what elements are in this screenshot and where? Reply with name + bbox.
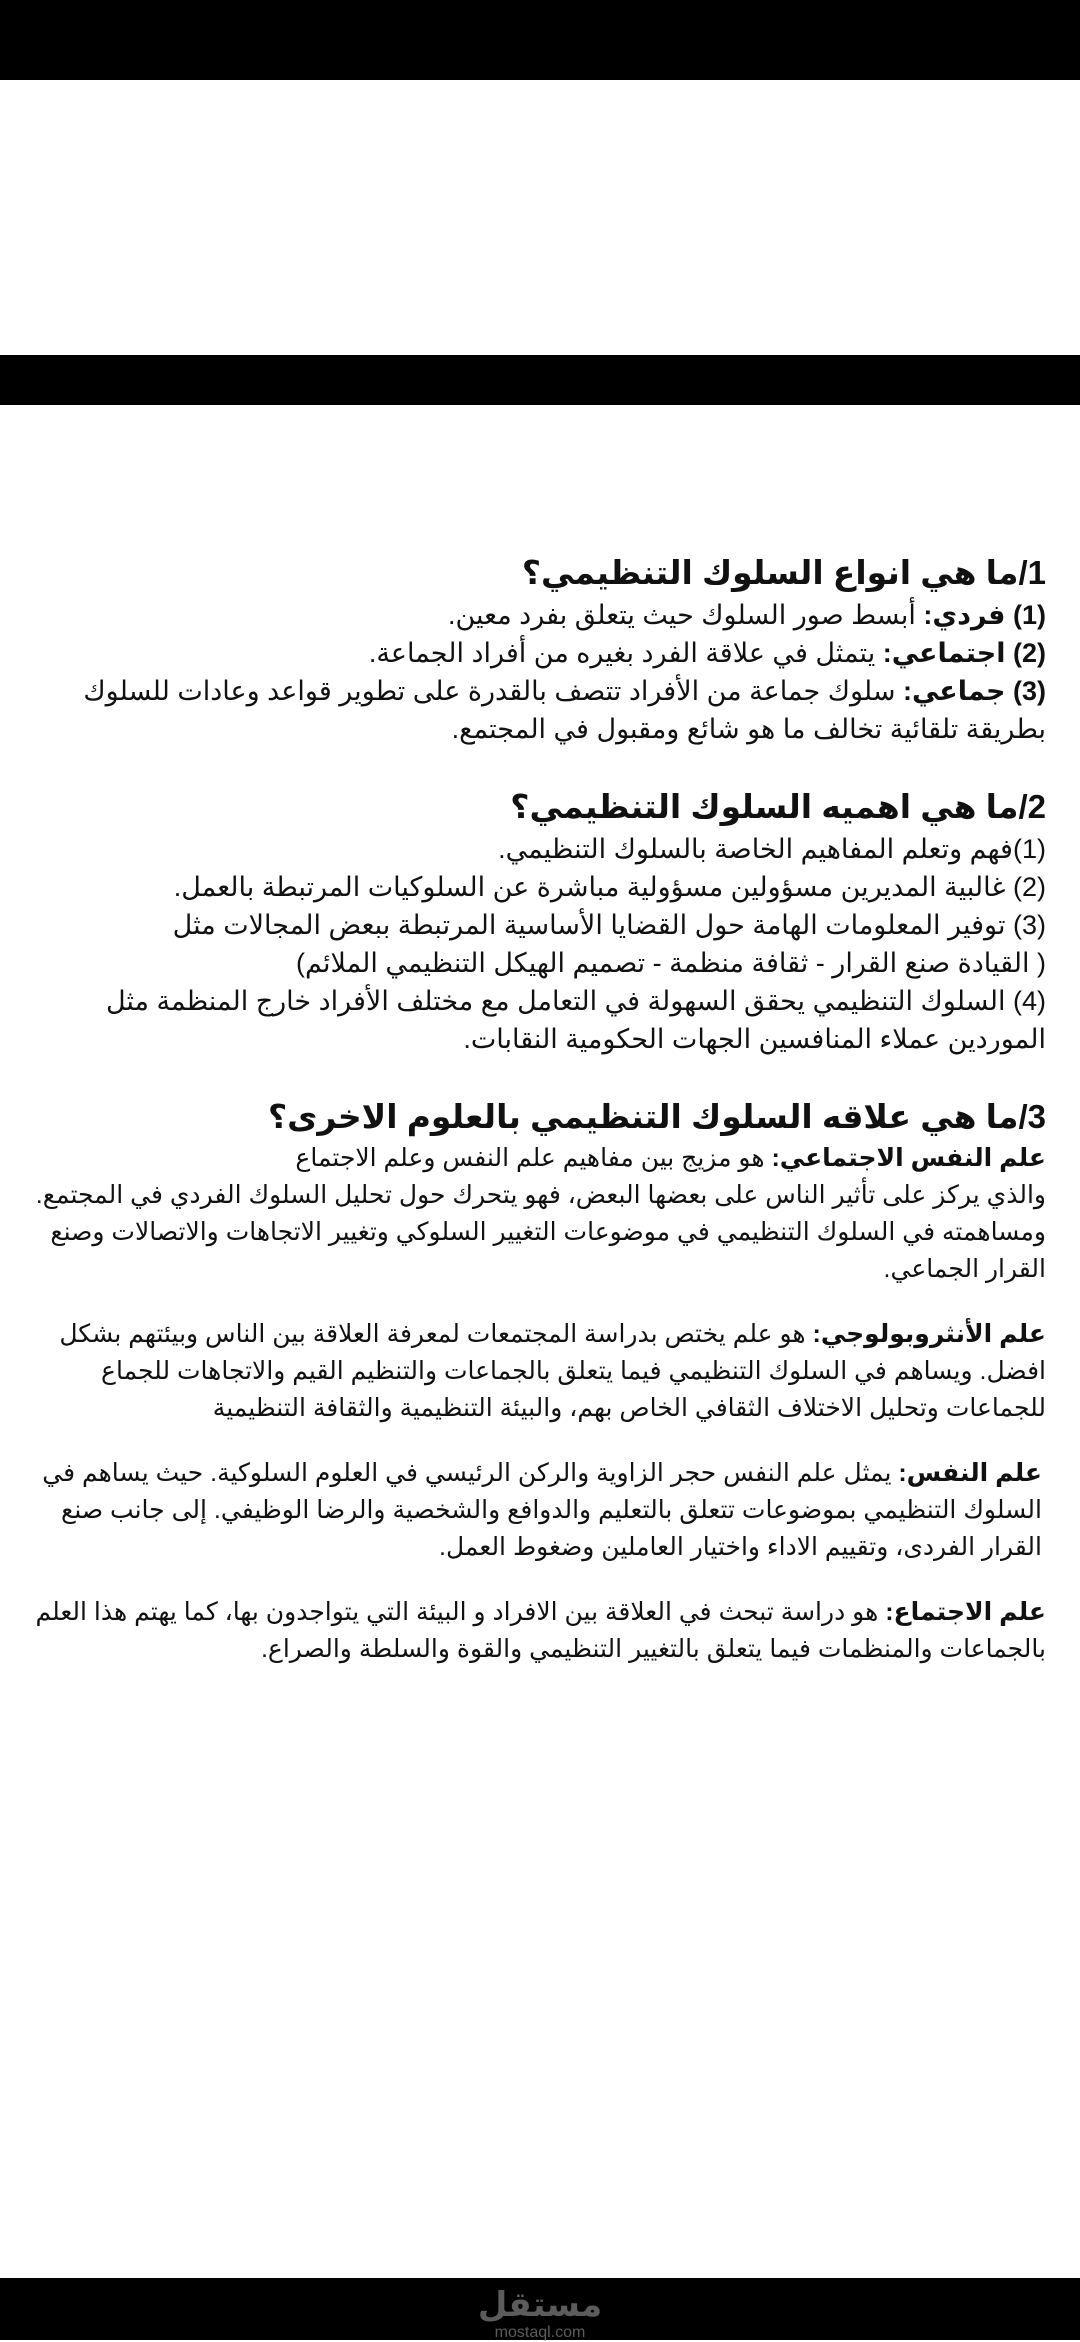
item-1-number: (1) <box>1012 600 1046 630</box>
top-black-band <box>0 0 1080 80</box>
section-relations <box>34 1094 1046 1668</box>
anthropology-text: هو علم يختص بدراسة المجتمعات لمعرفة العلاقة بين الناس وبيئتهم بشكل افضل. ويساهم في السلوك التنظيمي فيما يتعلق بالجماعات والتنظيم القيم والاتجاهات للجماع للجماعات وتحليل الاختلاف الثقافي الخاص بهم، والبيئة التنظيمية والثقافة التنظيمية <box>59 1320 1046 1422</box>
social-psychology-line1: هو مزيج بين مفاهيم علم النفس وعلم الاجتماع <box>295 1144 772 1172</box>
importance-item-3: (3) توفير المعلومات الهامة حول القضايا الأساسية المرتبطة ببعض المجالات مثل <box>172 910 1046 940</box>
item-1-text: أبسط صور السلوك حيث يتعلق بفرد معين. <box>447 600 924 630</box>
item-2-term: اجتماعي: <box>882 638 1006 668</box>
social-psychology-text: والذي يركز على تأثير الناس على بعضها البعض، فهو يتحرك حول تحليل السلوك الفردي في المجتمع. ومساهمته في السلوك التنظيمي في موضوعات التغيير السلوكي وتغيير الاتجاهات والاتصالات وصنع القرار الجماعي. <box>35 1181 1046 1283</box>
anthropology-paragraph <box>34 1316 1046 1427</box>
watermark-arabic: مستقل <box>477 2286 603 2324</box>
section-importance <box>34 784 1046 1058</box>
document-body <box>34 550 1046 1668</box>
sociology-text: هو دراسة تبحث في العلاقة بين الافراد و البيئة التي يتواجدون بها، كما يهتم هذا العلم بالجماعات والمنظمات فيما يتعلق بالتغيير التنظيمي والقوة والسلطة والصراع. <box>35 1598 1046 1663</box>
item-2-number: (2) <box>1012 638 1046 668</box>
site-watermark <box>0 2286 1080 2342</box>
item-3-number: (3) <box>1012 676 1046 706</box>
sociology-paragraph <box>34 1594 1046 1668</box>
section-2-heading: 2/ما هي اهميه السلوك التنظيمي؟ <box>510 788 1046 825</box>
importance-item-2: (2) غالبية المديرين مسؤولين مسؤولية مباشرة عن السلوكيات المرتبطة بالعمل. <box>173 872 1046 902</box>
item-3-term: جماعي: <box>903 676 1006 706</box>
sociology-term: علم الاجتماع: <box>885 1598 1046 1626</box>
psychology-text: يمثل علم النفس حجر الزاوية والركن الرئيسي في العلوم السلوكية. حيث يساهم في السلوك التنظيمي بموضوعات تتعلق بالتعليم والدوافع والشخصية والرضا الوظيفي. إلى جانب صنع القرار الفردى، وتقييم الاداء واختيار العاملين وضغوط العمل. <box>42 1459 1042 1561</box>
section-3-heading: 3/ما هي علاقه السلوك التنظيمي بالعلوم الاخرى؟ <box>267 1098 1046 1135</box>
importance-item-1: (1)فهم وتعلم المفاهيم الخاصة بالسلوك التنظيمي. <box>498 834 1046 864</box>
social-psychology-term: علم النفس الاجتماعي: <box>771 1144 1046 1172</box>
psychology-paragraph <box>34 1455 1046 1566</box>
type-group <box>34 672 1046 748</box>
psychology-term: علم النفس: <box>898 1459 1042 1487</box>
section-1-heading: 1/ما هي انواع السلوك التنظيمي؟ <box>521 554 1046 591</box>
watermark-latin: mostaql.com <box>494 2324 586 2341</box>
importance-item-3-examples: ( القيادة صنع القرار - ثقافة منظمة - تصميم الهيكل التنظيمي الملائم) <box>295 948 1046 978</box>
middle-black-band <box>0 355 1080 405</box>
anthropology-term: علم الأنثروبولوجي: <box>812 1320 1046 1348</box>
importance-item-4: (4) السلوك التنظيمي يحقق السهولة في التعامل مع مختلف الأفراد خارج المنظمة مثل الموردين عملاء المنافسين الجهات الحكومية النقابات. <box>105 986 1046 1054</box>
item-3-text: سلوك جماعة من الأفراد تتصف بالقدرة على تطوير قواعد وعادات للسلوك بطريقة تلقائية تخالف ما هو شائع ومقبول في المجتمع. <box>83 676 1046 744</box>
social-psychology-paragraph <box>34 1140 1046 1288</box>
item-2-text: يتمثل في علاقة الفرد بغيره من أفراد الجماعة. <box>368 638 883 668</box>
type-individual <box>34 596 1046 634</box>
item-1-term: فردي: <box>923 600 1006 630</box>
type-social <box>34 634 1046 672</box>
section-types <box>34 550 1046 748</box>
